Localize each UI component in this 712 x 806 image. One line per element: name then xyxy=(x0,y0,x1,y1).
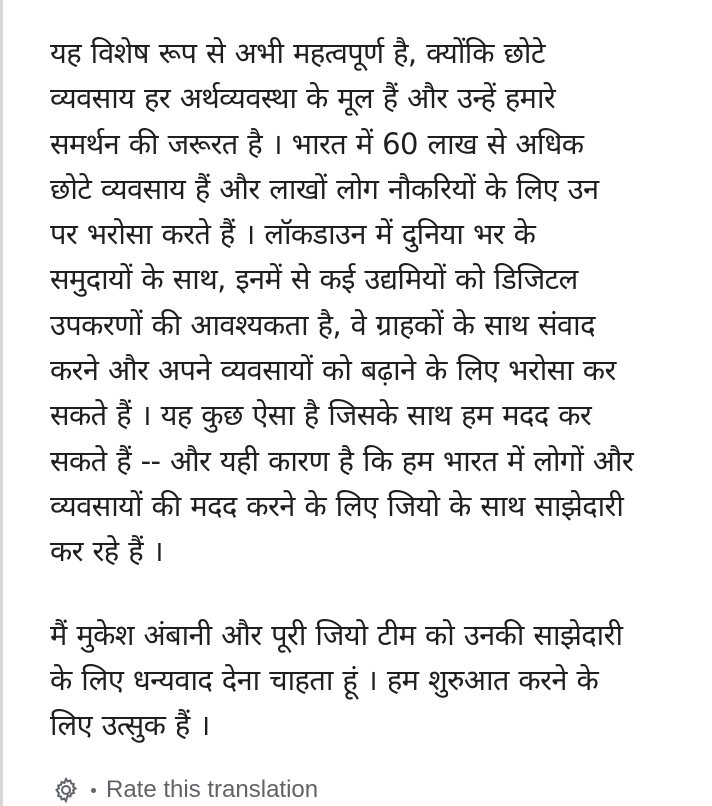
text-line: व्यवसाय हर अर्थव्यवस्था के मूल हैं और उन्हें हमारे xyxy=(50,81,556,116)
text-line: सकते हैं -- और यही कारण है कि हम भारत में लोगों और xyxy=(50,443,634,478)
text-line: के लिए धन्यवाद देना चाहता हूं । हम शुरुआत करने के xyxy=(50,662,599,697)
text-line: छोटे व्यवसाय हैं और लाखों लोग नौकरियों के लिए उन xyxy=(50,171,599,206)
text-line: उपकरणों की आवश्यकता है, वे ग्राहकों के साथ संवाद xyxy=(50,307,595,342)
text-line: पर भरोसा करते हैं । लॉकडाउन में दुनिया भर के xyxy=(50,217,536,252)
gear-icon[interactable] xyxy=(51,775,81,805)
rate-translation-link[interactable]: Rate this translation xyxy=(106,776,319,803)
translation-footer xyxy=(51,774,318,806)
paragraph-2 xyxy=(50,613,690,749)
text-line: सकते हैं । यह कुछ ऐसा है जिसके साथ हम मदद कर xyxy=(50,398,592,433)
text-line: कर रहे हैं । xyxy=(50,534,164,569)
separator-dot xyxy=(91,788,96,793)
text-line: व्यवसायों की मदद करने के लिए जियो के साथ साझेदारी xyxy=(50,488,624,523)
text-line: यह विशेष रूप से अभी महत्वपूर्ण है, क्योंकि छोटे xyxy=(50,36,545,70)
text-line: समर्थन की जरूरत है । भारत में 60 लाख से अधिक xyxy=(50,126,584,161)
translated-text xyxy=(50,31,690,748)
text-line: करने और अपने व्यवसायों को बढ़ाने के लिए भरोसा कर xyxy=(50,353,616,388)
text-line: लिए उत्सुक हैं । xyxy=(50,708,210,743)
paragraph-1 xyxy=(50,31,690,575)
text-line: समुदायों के साथ, इनमें से कई उद्यमियों को डिजिटल xyxy=(50,262,578,297)
text-line: मैं मुकेश अंबानी और पूरी जियो टीम को उनकी साझेदारी xyxy=(50,617,623,652)
